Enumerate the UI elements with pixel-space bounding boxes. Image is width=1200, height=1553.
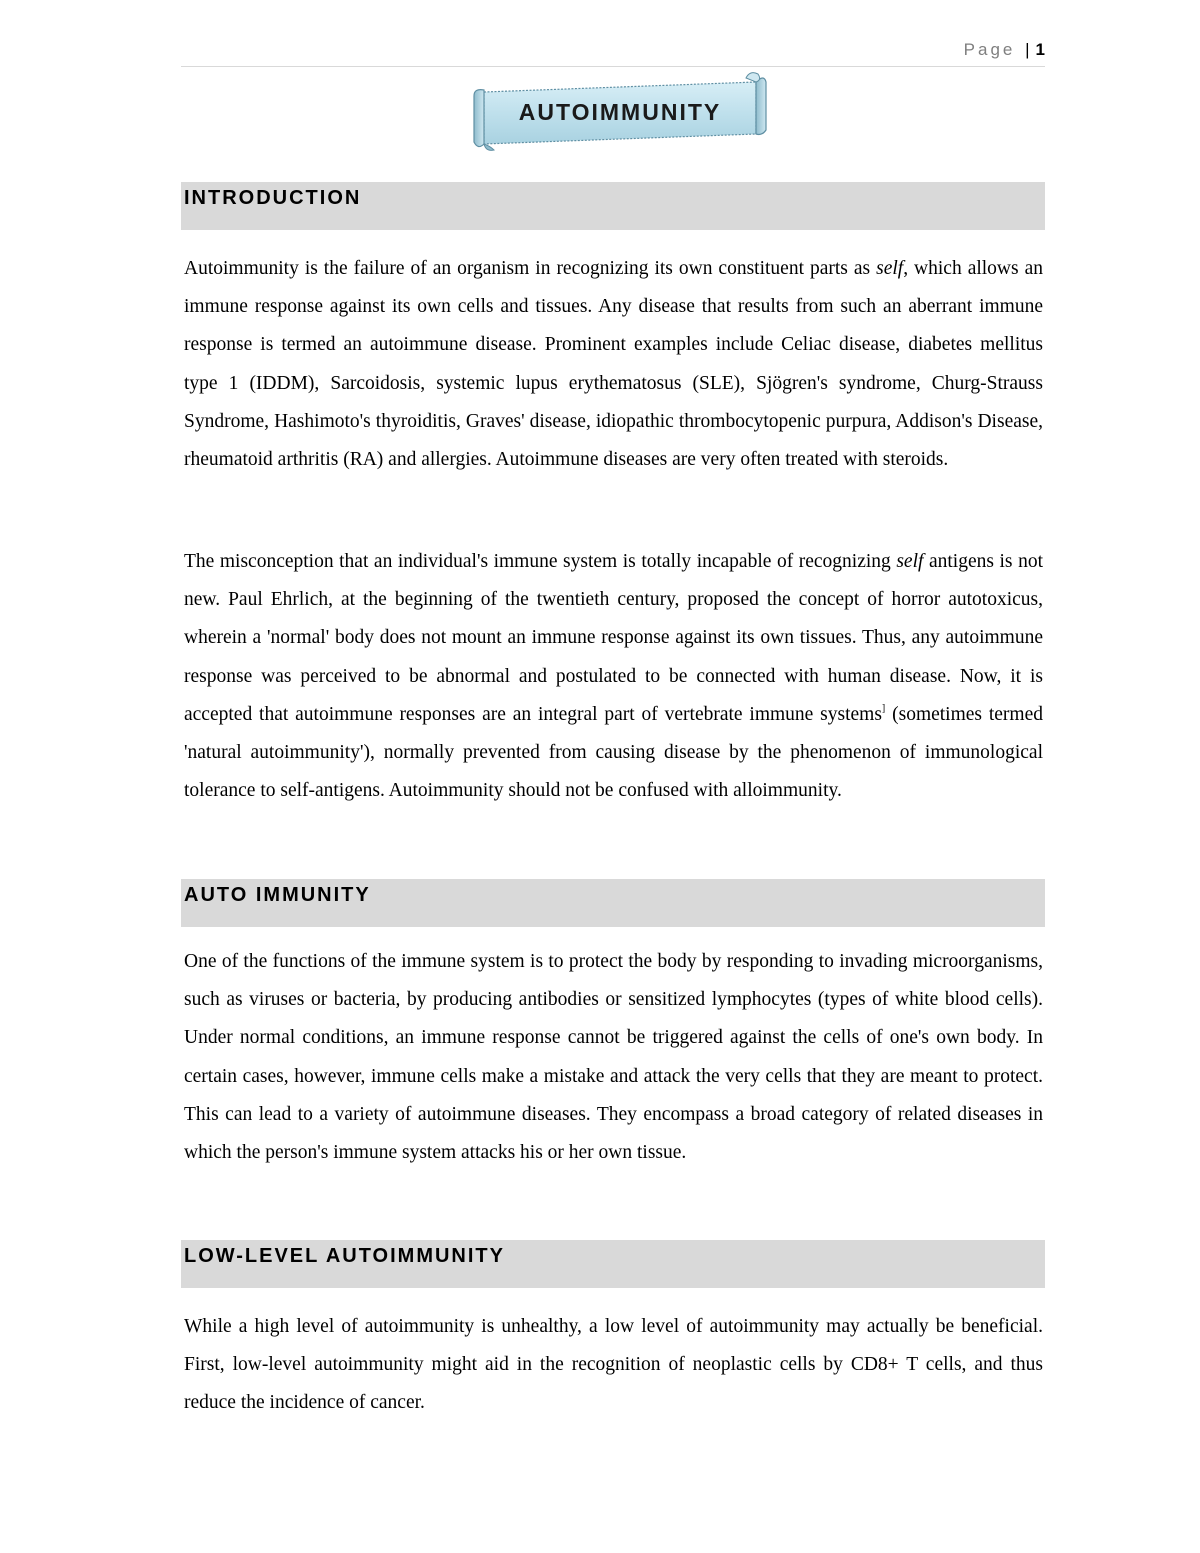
paragraph-text: The misconception that an individual's immune system is totally incapable of recognizing [184, 551, 897, 572]
section-heading-introduction: INTRODUCTION [181, 182, 1045, 230]
paragraph-auto-immunity-1: One of the functions of the immune system is to protect the body by responding to invading microorganisms, such as viruses or bacteria, by producing antibodies or sensitized lymphocytes (types of white blood cells). Under normal conditions, an immune response cannot be triggered against the cells of one's own body. In certain cases, however, immune cells make a mistake and attack the very cells that they are meant to protect. This can lead to a variety of autoimmune diseases. They encompass a broad category of related diseases in which the person's immune system attacks his or her own tissue. [184, 951, 1043, 1164]
paragraph-low-level-autoimmunity-1: While a high level of autoimmunity is unhealthy, a low level of autoimmunity may actually be beneficial. First, low-level autoimmunity might aid in the recognition of neoplastic cells by CD8+ T cells, and thus reduce the incidence of cancer. [184, 1316, 1043, 1414]
section-heading-auto-immunity: AUTO IMMUNITY [181, 879, 1045, 927]
page-separator: | [1025, 40, 1030, 59]
document-title: AUTOIMMUNITY [518, 99, 722, 125]
emphasis-self: self [876, 258, 904, 279]
paragraph-text: antigens is not new. Paul Ehrlich, at the beginning of the twentieth century, proposed the concept of horror autotoxicus, wherein a 'normal' body does not mount an immune response against its own tissues. Thus, any autoimmune response was perceived to be abnormal and postulated to be connected with human disease. Now, it is accepted that autoimmune responses are an integral part of vertebrate immune systems [184, 551, 1043, 725]
footnote-marker: ] [881, 702, 886, 714]
paragraph-text: , which allows an immune response against its own cells and tissues. Any disease that results from such an aberrant immune response is termed an autoimmune disease. Prominent examples include Celiac disease, diabetes mellitus type 1 (IDDM), Sarcoidosis, systemic lupus erythematosus (SLE), Sjögren's syndrome, Churg-Strauss Syndrome, Hashimoto's thyroiditis, Graves' disease, idiopathic thrombocytopenic purpura, Addison's Disease, rheumatoid arthritis (RA) and allergies. Autoimmune diseases are very often treated with steroids. [184, 258, 1043, 471]
title-banner [470, 70, 770, 154]
page-number: 1 [1035, 40, 1045, 59]
paragraph-text: Autoimmunity is the failure of an organism in recognizing its own constituent parts as [184, 258, 877, 279]
paragraph-text: (sometimes termed 'natural autoimmunity'), normally prevented from causing disease by the phenomenon of immunological tolerance to self-antigens. Autoimmunity should not be confused with alloimmunity. [184, 703, 1043, 802]
paragraph-introduction-1 [184, 250, 1043, 479]
paragraph-introduction-2 [184, 543, 1043, 810]
page-header [181, 40, 1045, 67]
section-heading-low-level-autoimmunity: LOW-LEVEL AUTOIMMUNITY [181, 1240, 1045, 1288]
emphasis-self: self [896, 551, 924, 572]
page-label: Page [963, 40, 1016, 59]
